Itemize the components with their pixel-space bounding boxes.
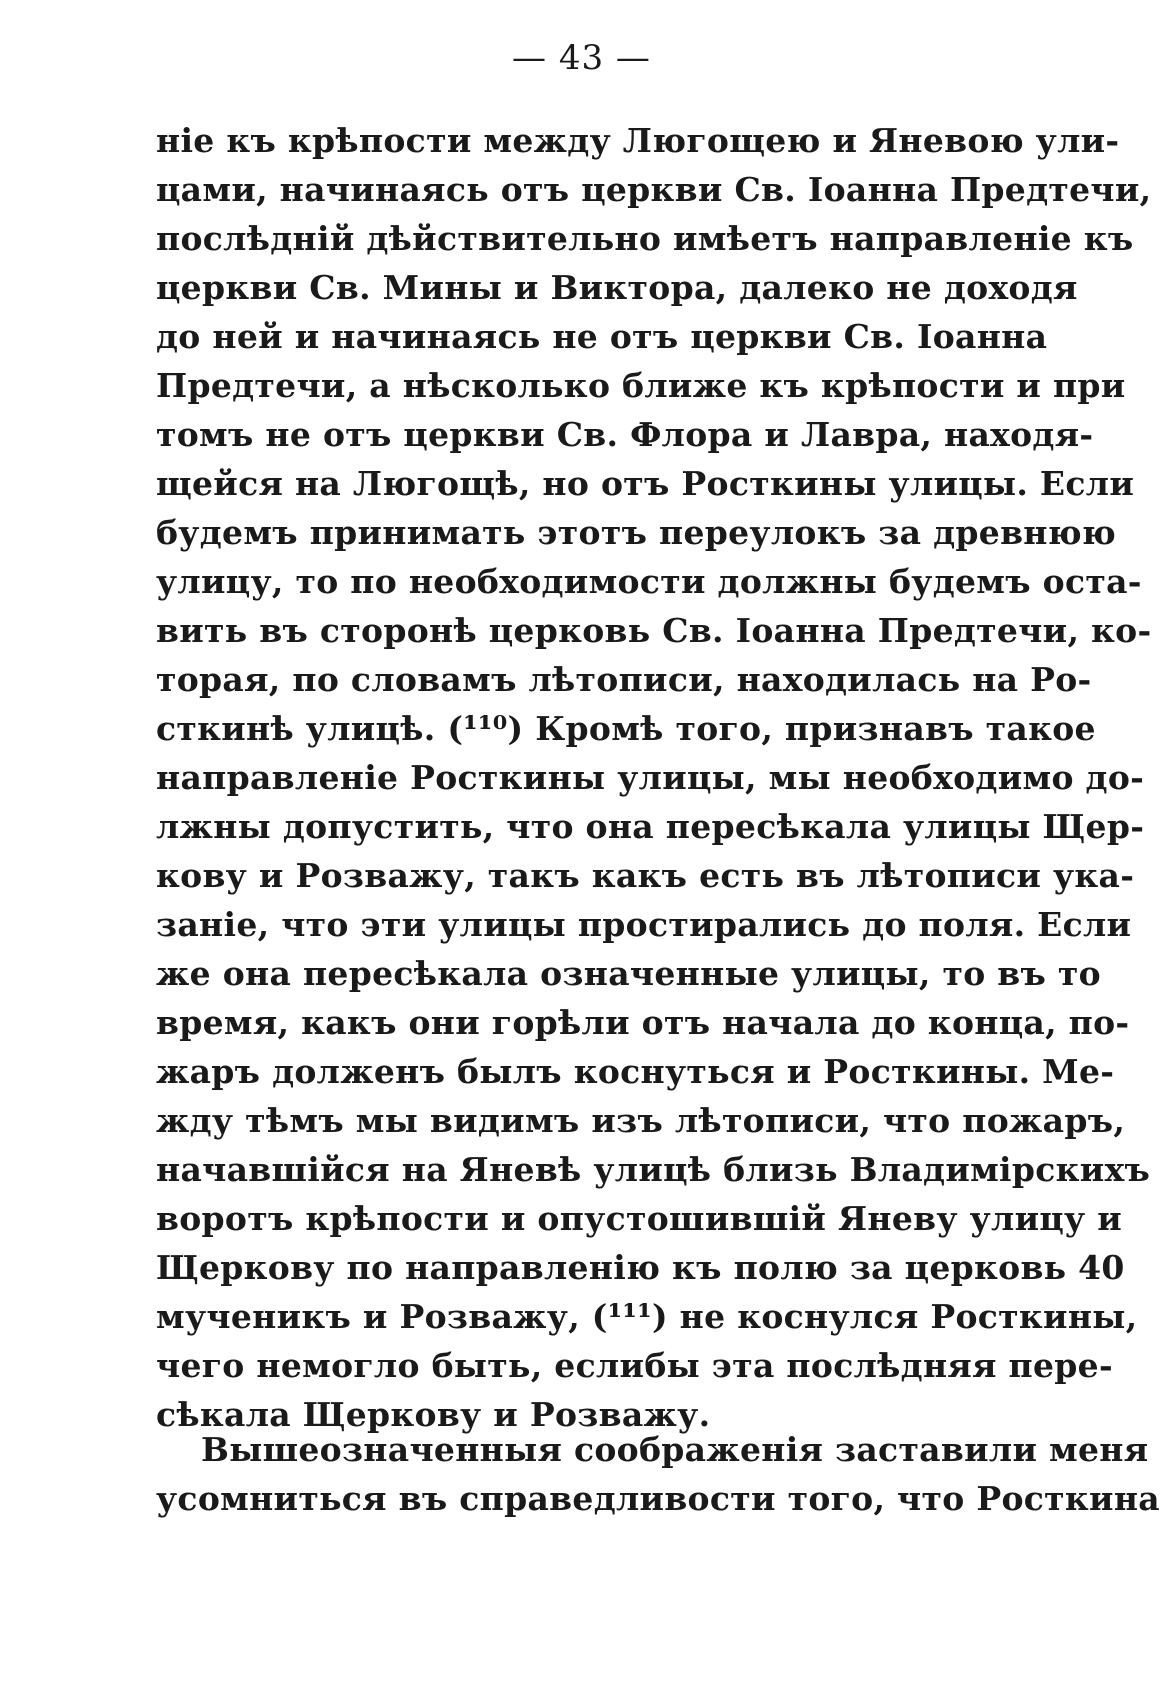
paragraph-1	[156, 116, 1152, 1439]
text-line: заніе, что эти улицы простирались до поля. Если	[156, 905, 1132, 944]
text-line: воротъ крѣпости и опустошившій Яневу улицу и	[156, 1199, 1123, 1238]
text-line: лжны допустить, что она пересѣкала улицы Щер-	[156, 807, 1145, 846]
text-line: торая, по словамъ лѣтописи, находилась на Ро-	[156, 660, 1092, 699]
text-line: мученикъ и Розважу, (¹¹¹) не коснулся Росткины,	[156, 1297, 1138, 1336]
paragraph-2	[156, 1425, 1160, 1523]
text-line: сткинѣ улицѣ. (¹¹⁰) Кромѣ того, признавъ такое	[156, 709, 1096, 748]
text-line: до ней и начинаясь не отъ церкви Св. Іоанна	[156, 317, 1048, 356]
page-number: — 43 —	[512, 38, 651, 78]
text-line: сѣкала Щеркову и Розважу.	[156, 1395, 711, 1434]
text-line: улицу, то по необходимости должны будемъ оста-	[156, 562, 1142, 601]
text-line: направленіе Росткины улицы, мы необходимо до-	[156, 758, 1145, 797]
text-line: время, какъ они горѣли отъ начала до конца, по-	[156, 1003, 1130, 1042]
text-line: жаръ долженъ былъ коснуться и Росткины. Ме-	[156, 1052, 1115, 1091]
text-line: Щеркову по направленію къ полю за церковь 40	[156, 1248, 1125, 1287]
text-line: же она пересѣкала означенные улицы, то въ то	[156, 954, 1101, 993]
text-line: будемъ принимать этотъ переулокъ за древнюю	[156, 513, 1117, 552]
text-line: послѣдній дѣйствительно имѣетъ направленіе къ	[156, 219, 1134, 258]
text-line: Предтечи, а нѣсколько ближе къ крѣпости и при	[156, 366, 1126, 405]
text-line: чего немогло быть, еслибы эта послѣдняя пере-	[156, 1346, 1113, 1385]
text-line: начавшійся на Яневѣ улицѣ близь Владимірскихъ	[156, 1150, 1151, 1189]
text-line: вить въ сторонѣ церковь Св. Іоанна Предтечи, ко-	[156, 611, 1152, 650]
text-line: кову и Розважу, такъ какъ есть въ лѣтописи ука-	[156, 856, 1135, 895]
text-line: жду тѣмъ мы видимъ изъ лѣтописи, что пожаръ,	[156, 1101, 1126, 1140]
text-line: церкви Св. Мины и Виктора, далеко не доходя	[156, 268, 1078, 307]
text-line: томъ не отъ церкви Св. Флора и Лавра, находя-	[156, 415, 1094, 454]
text-line: ніе къ крѣпости между Люгощею и Яневою ули-	[156, 121, 1120, 160]
text-line: щейся на Люгощѣ, но отъ Росткины улицы. Если	[156, 464, 1135, 503]
text-line: цами, начинаясь отъ церкви Св. Іоанна Предтечи,	[156, 170, 1152, 209]
text-line: Вышеозначенныя соображенія заставили меня	[201, 1430, 1149, 1469]
text-line: усомниться въ справедливости того, что Росткина	[156, 1479, 1160, 1518]
